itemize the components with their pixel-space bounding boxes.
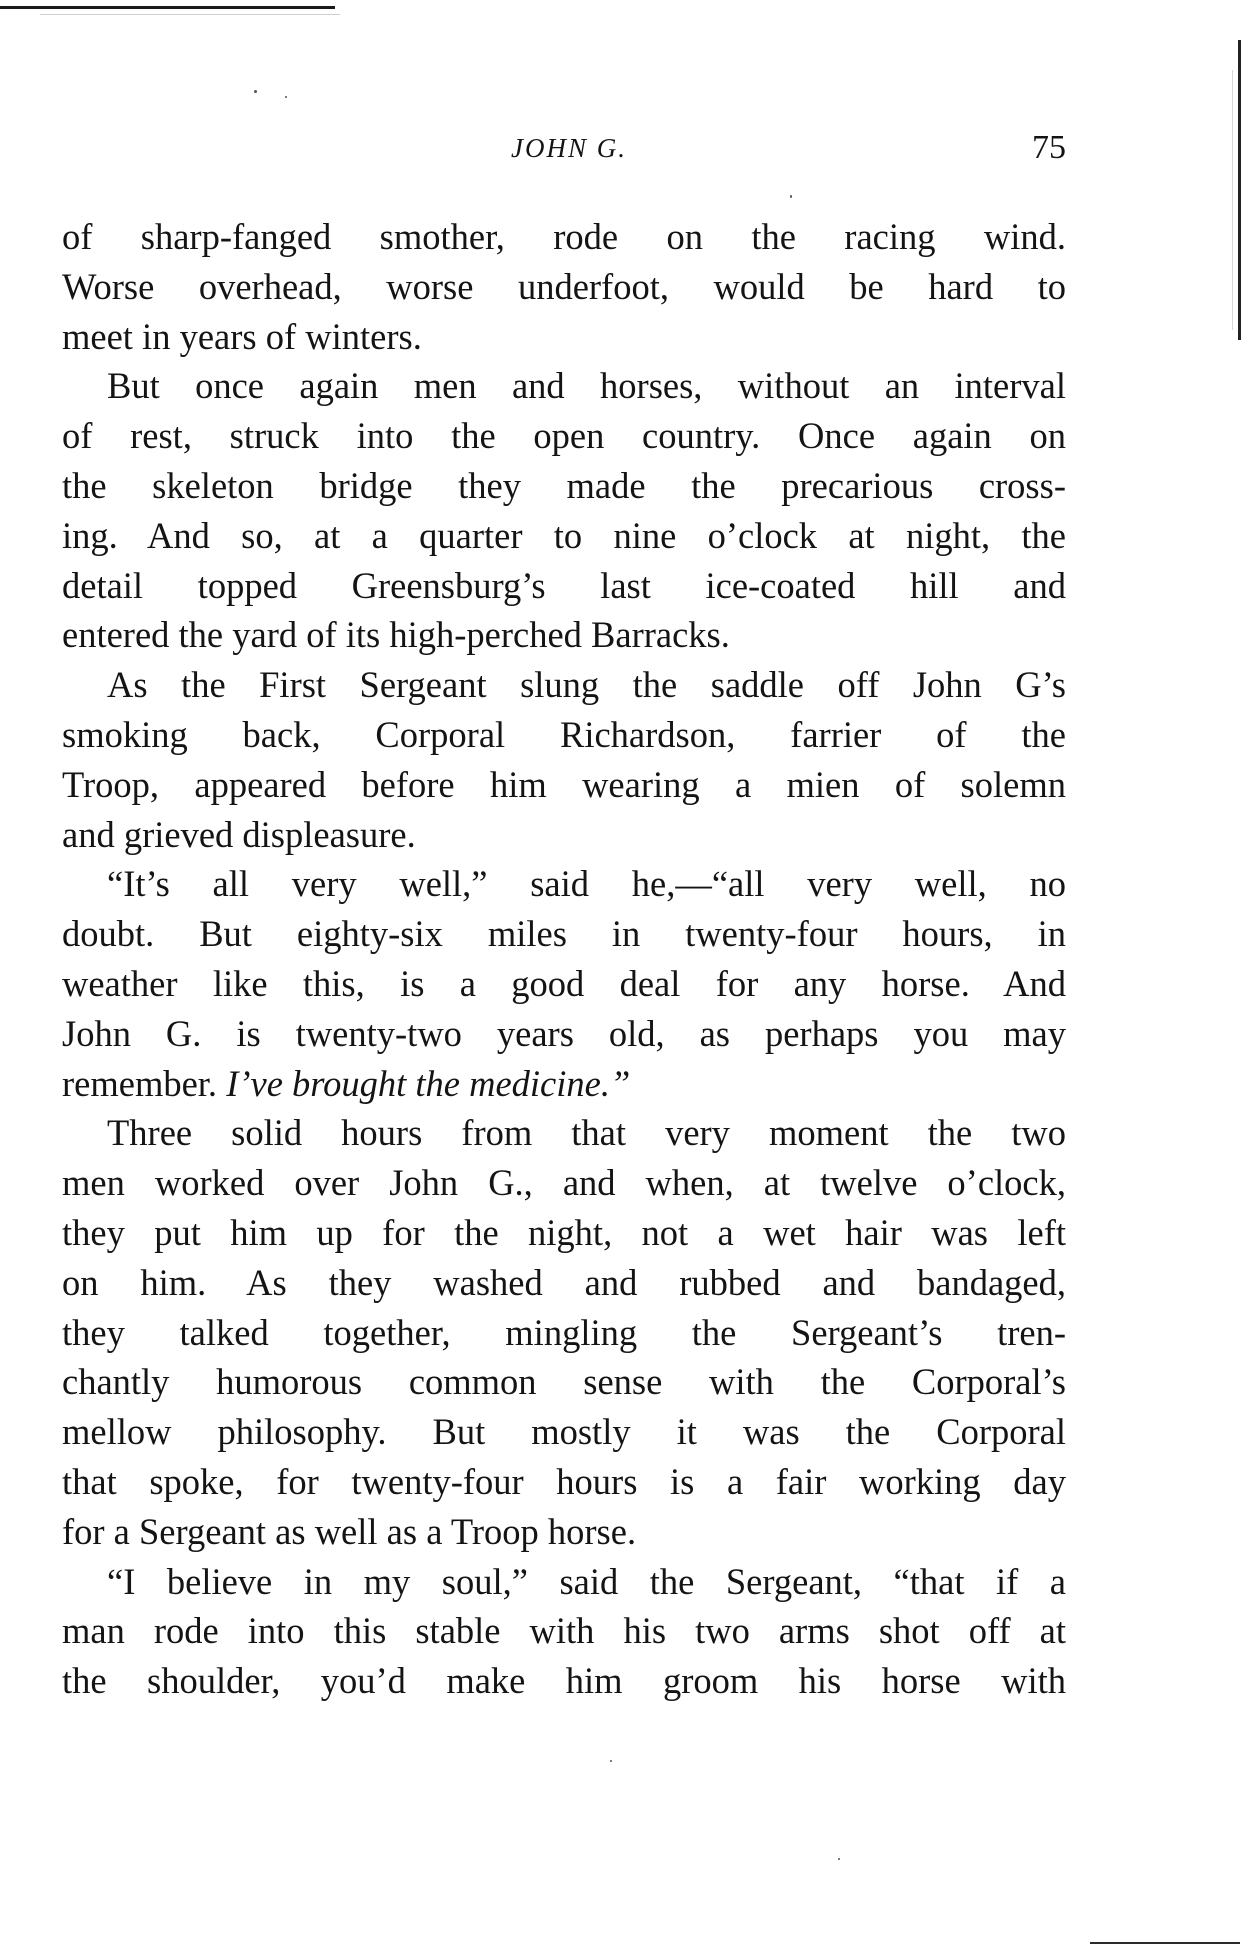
text-line: “I believe in my soul,” said the Sergeant, “that if a — [107, 1560, 1066, 1602]
scan-speck — [790, 195, 792, 198]
body-text — [62, 212, 1066, 1706]
text-line: men worked over John G., and when, at twelve o’clock, — [62, 1162, 1066, 1204]
text-line: the skeleton bridge they made the precarious cross- — [62, 464, 1066, 506]
paragraph — [62, 1108, 1066, 1556]
text-italic: I’ve brought the medicine.” — [226, 1062, 631, 1104]
text-line: of sharp-fanged smother, rode on the racing wind. — [62, 216, 1066, 257]
page-number: 75 — [1032, 129, 1066, 166]
text-line: they put him up for the night, not a wet hair was left — [62, 1211, 1066, 1253]
text-line: ing. And so, at a quarter to nine o’clock at night, the — [62, 514, 1066, 556]
scan-speck — [285, 96, 287, 98]
text-line: detail topped Greensburg’s last ice-coated hill and — [62, 564, 1066, 606]
text-line: the shoulder, you’d make him groom his horse with — [62, 1660, 1066, 1702]
text-line: entered the yard of its high-perched Barracks. — [62, 614, 730, 656]
text-line: meet in years of winters. — [62, 315, 422, 357]
paragraph — [62, 212, 1066, 361]
text-roman: remember. — [62, 1062, 227, 1104]
scan-right-edge — [1238, 40, 1241, 340]
text-line: on him. As they washed and rubbed and bandaged, — [62, 1261, 1066, 1303]
paragraph — [62, 361, 1066, 660]
text-line: smoking back, Corporal Richardson, farrier of the — [62, 713, 1066, 755]
text-line: Three solid hours from that very moment the two — [107, 1112, 1066, 1154]
scan-speck — [838, 1858, 840, 1860]
text-line: But once again men and horses, without an interval — [107, 365, 1066, 407]
scan-speck — [254, 90, 257, 93]
text-line: for a Sergeant as well as a Troop horse. — [62, 1510, 637, 1552]
text-line: As the First Sergeant slung the saddle off John G’s — [107, 664, 1066, 706]
text-line: “It’s all very well,” said he,—“all very well, no — [107, 863, 1066, 905]
scan-right-edge-faint — [1232, 70, 1233, 330]
text-line: Worse overhead, worse underfoot, would be hard to — [62, 265, 1066, 307]
text-line: Troop, appeared before him wearing a mien of solemn — [62, 763, 1066, 805]
scan-edge-rule — [0, 6, 335, 9]
text-line: doubt. But eighty-six miles in twenty-four hours, in — [62, 913, 1066, 955]
text-line: and grieved displeasure. — [62, 813, 416, 855]
paragraph — [62, 660, 1066, 859]
text-line: they talked together, mingling the Sergeant’s tren- — [62, 1311, 1066, 1353]
text-line: chantly humorous common sense with the Corporal’s — [62, 1361, 1066, 1403]
text-line: weather like this, is a good deal for any horse. And — [62, 962, 1066, 1004]
paragraph — [62, 859, 1066, 1108]
running-head — [62, 123, 1066, 173]
scan-bottom-edge — [1090, 1942, 1240, 1944]
scan-speck — [610, 1760, 612, 1762]
paragraph — [62, 1557, 1066, 1706]
text-line — [62, 1059, 1066, 1109]
text-line: of rest, struck into the open country. Once again on — [62, 415, 1066, 457]
scan-edge-rule-faint — [40, 14, 340, 15]
text-line: mellow philosophy. But mostly it was the Corporal — [62, 1411, 1066, 1453]
text-line: man rode into this stable with his two arms shot off at — [62, 1610, 1066, 1652]
text-line: that spoke, for twenty-four hours is a fair working day — [62, 1460, 1066, 1502]
running-title: JOHN G. — [511, 133, 627, 163]
text-line: John G. is twenty-two years old, as perhaps you may — [62, 1012, 1066, 1054]
